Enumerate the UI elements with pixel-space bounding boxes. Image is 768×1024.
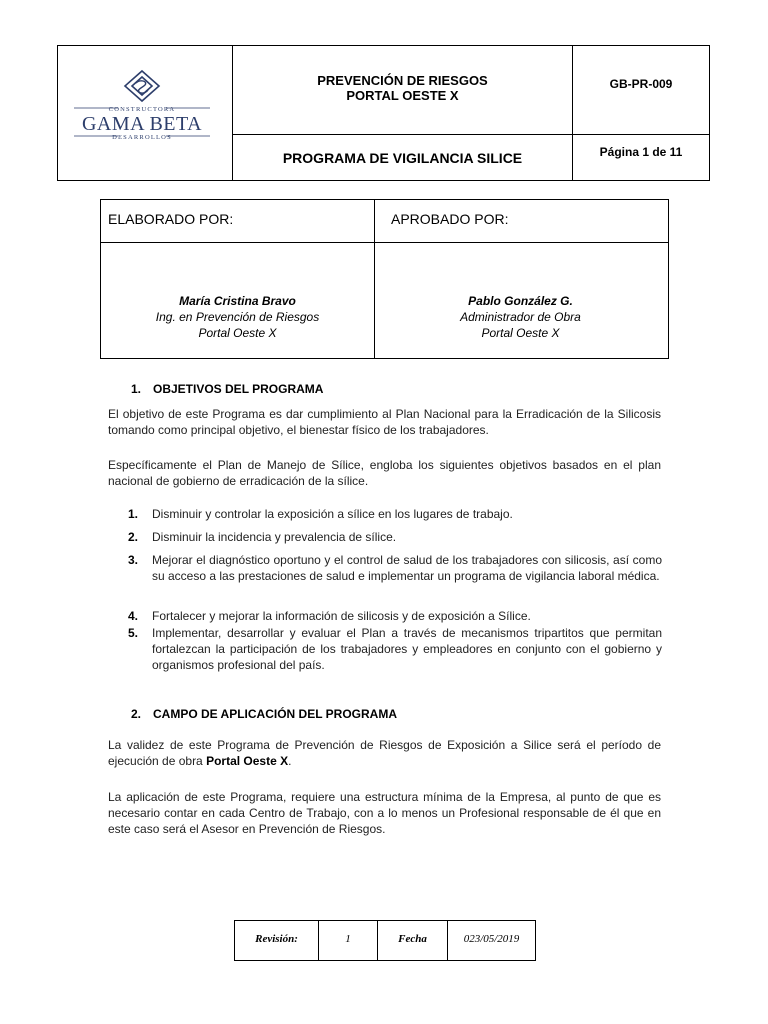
list-item: 3. Mejorar el diagnóstico oportuno y el control de salud de los trabajadores con silicosis, así como su acceso a las prestaciones de salud e implementar un programa de vigilancia laboral médica.	[128, 553, 662, 583]
section-2-paragraph-2: La aplicación de este Programa, requiere una estructura mínima de la Empresa, al punto de que es necesario contar en cada Centro de Trabajo, con a lo menos un Profesional responsable de él que en este caso será el Asesor en Prevención de Riesgos.	[108, 790, 661, 836]
approval-table	[100, 199, 669, 359]
section-2-paragraph-1: La validez de este Programa de Prevención de Riesgos de Exposición a Silice será el período de ejecución de obra Portal Oeste X.	[108, 738, 661, 768]
logo-top-text: CONSTRUCTORA	[108, 106, 176, 113]
logo-bottom-text: DESARROLLOS	[112, 134, 172, 141]
elaborado-signature	[101, 293, 374, 341]
document-header	[57, 45, 710, 181]
aprobado-label: APROBADO POR:	[391, 211, 509, 227]
logo-brand-text: GAMA BETA	[81, 113, 203, 135]
document-code: GB-PR-009	[609, 77, 673, 91]
section-1-paragraph-1: El objetivo de este Programa es dar cumplimiento al Plan Nacional para la Erradicación de la Silicosis tomando como principal objetivo, el bienestar físico de los trabajadores.	[108, 407, 661, 437]
company-logo	[58, 46, 233, 180]
section-number: 2.	[131, 707, 142, 721]
section-title: OBJETIVOS DEL PROGRAMA	[153, 382, 324, 396]
fecha-label: Fecha	[378, 921, 448, 960]
aprobado-role: Administrador de Obra	[460, 310, 581, 324]
revision-value: 1	[319, 921, 378, 960]
aprobado-name: Pablo González G.	[468, 294, 573, 308]
title-line-1: PREVENCIÓN DE RIESGOS	[317, 73, 488, 88]
elaborado-place: Portal Oeste X	[198, 326, 277, 340]
table-divider	[374, 200, 375, 358]
project-name: Portal Oeste X	[206, 754, 289, 768]
document-title	[233, 73, 572, 103]
page-indicator: Página 1 de 11	[599, 145, 683, 159]
elaborado-label: ELABORADO POR:	[108, 211, 234, 227]
aprobado-signature	[384, 293, 657, 341]
elaborado-role: Ing. en Prevención de Riesgos	[155, 310, 320, 324]
section-number: 1.	[131, 382, 142, 396]
list-item: 4. Fortalecer y mejorar la información de silicosis y de exposición a Sílice.	[128, 609, 531, 623]
revision-table	[234, 920, 536, 961]
elaborado-name: María Cristina Bravo	[179, 294, 296, 308]
table-divider	[101, 242, 668, 243]
list-item: 2. Disminuir la incidencia y prevalencia de sílice.	[128, 530, 397, 544]
title-line-2: PORTAL OESTE X	[346, 88, 459, 103]
section-1-paragraph-2: Específicamente el Plan de Manejo de Sílice, engloba los siguientes objetivos basados en el plan nacional de gobierno de erradicación de la sílice.	[108, 458, 661, 488]
document-subtitle: PROGRAMA DE VIGILANCIA SILICE	[282, 150, 523, 166]
list-item: 1. Disminuir y controlar la exposición a sílice en los lugares de trabajo.	[128, 507, 513, 521]
header-divider	[232, 134, 709, 135]
revision-label: Revisión:	[235, 921, 319, 960]
list-item: 5. Implementar, desarrollar y evaluar el Plan a través de mecanismos tripartitos que permitan fortalezcan la participación de los trabajadores y empleadores en conjunto con el gobierno y organismos profesional del país.	[128, 626, 662, 672]
aprobado-place: Portal Oeste X	[481, 326, 560, 340]
header-divider	[572, 46, 573, 180]
gama-beta-logo-icon	[66, 66, 226, 161]
section-title: CAMPO DE APLICACIÓN DEL PROGRAMA	[153, 707, 398, 721]
fecha-value: 023/05/2019	[463, 933, 520, 945]
